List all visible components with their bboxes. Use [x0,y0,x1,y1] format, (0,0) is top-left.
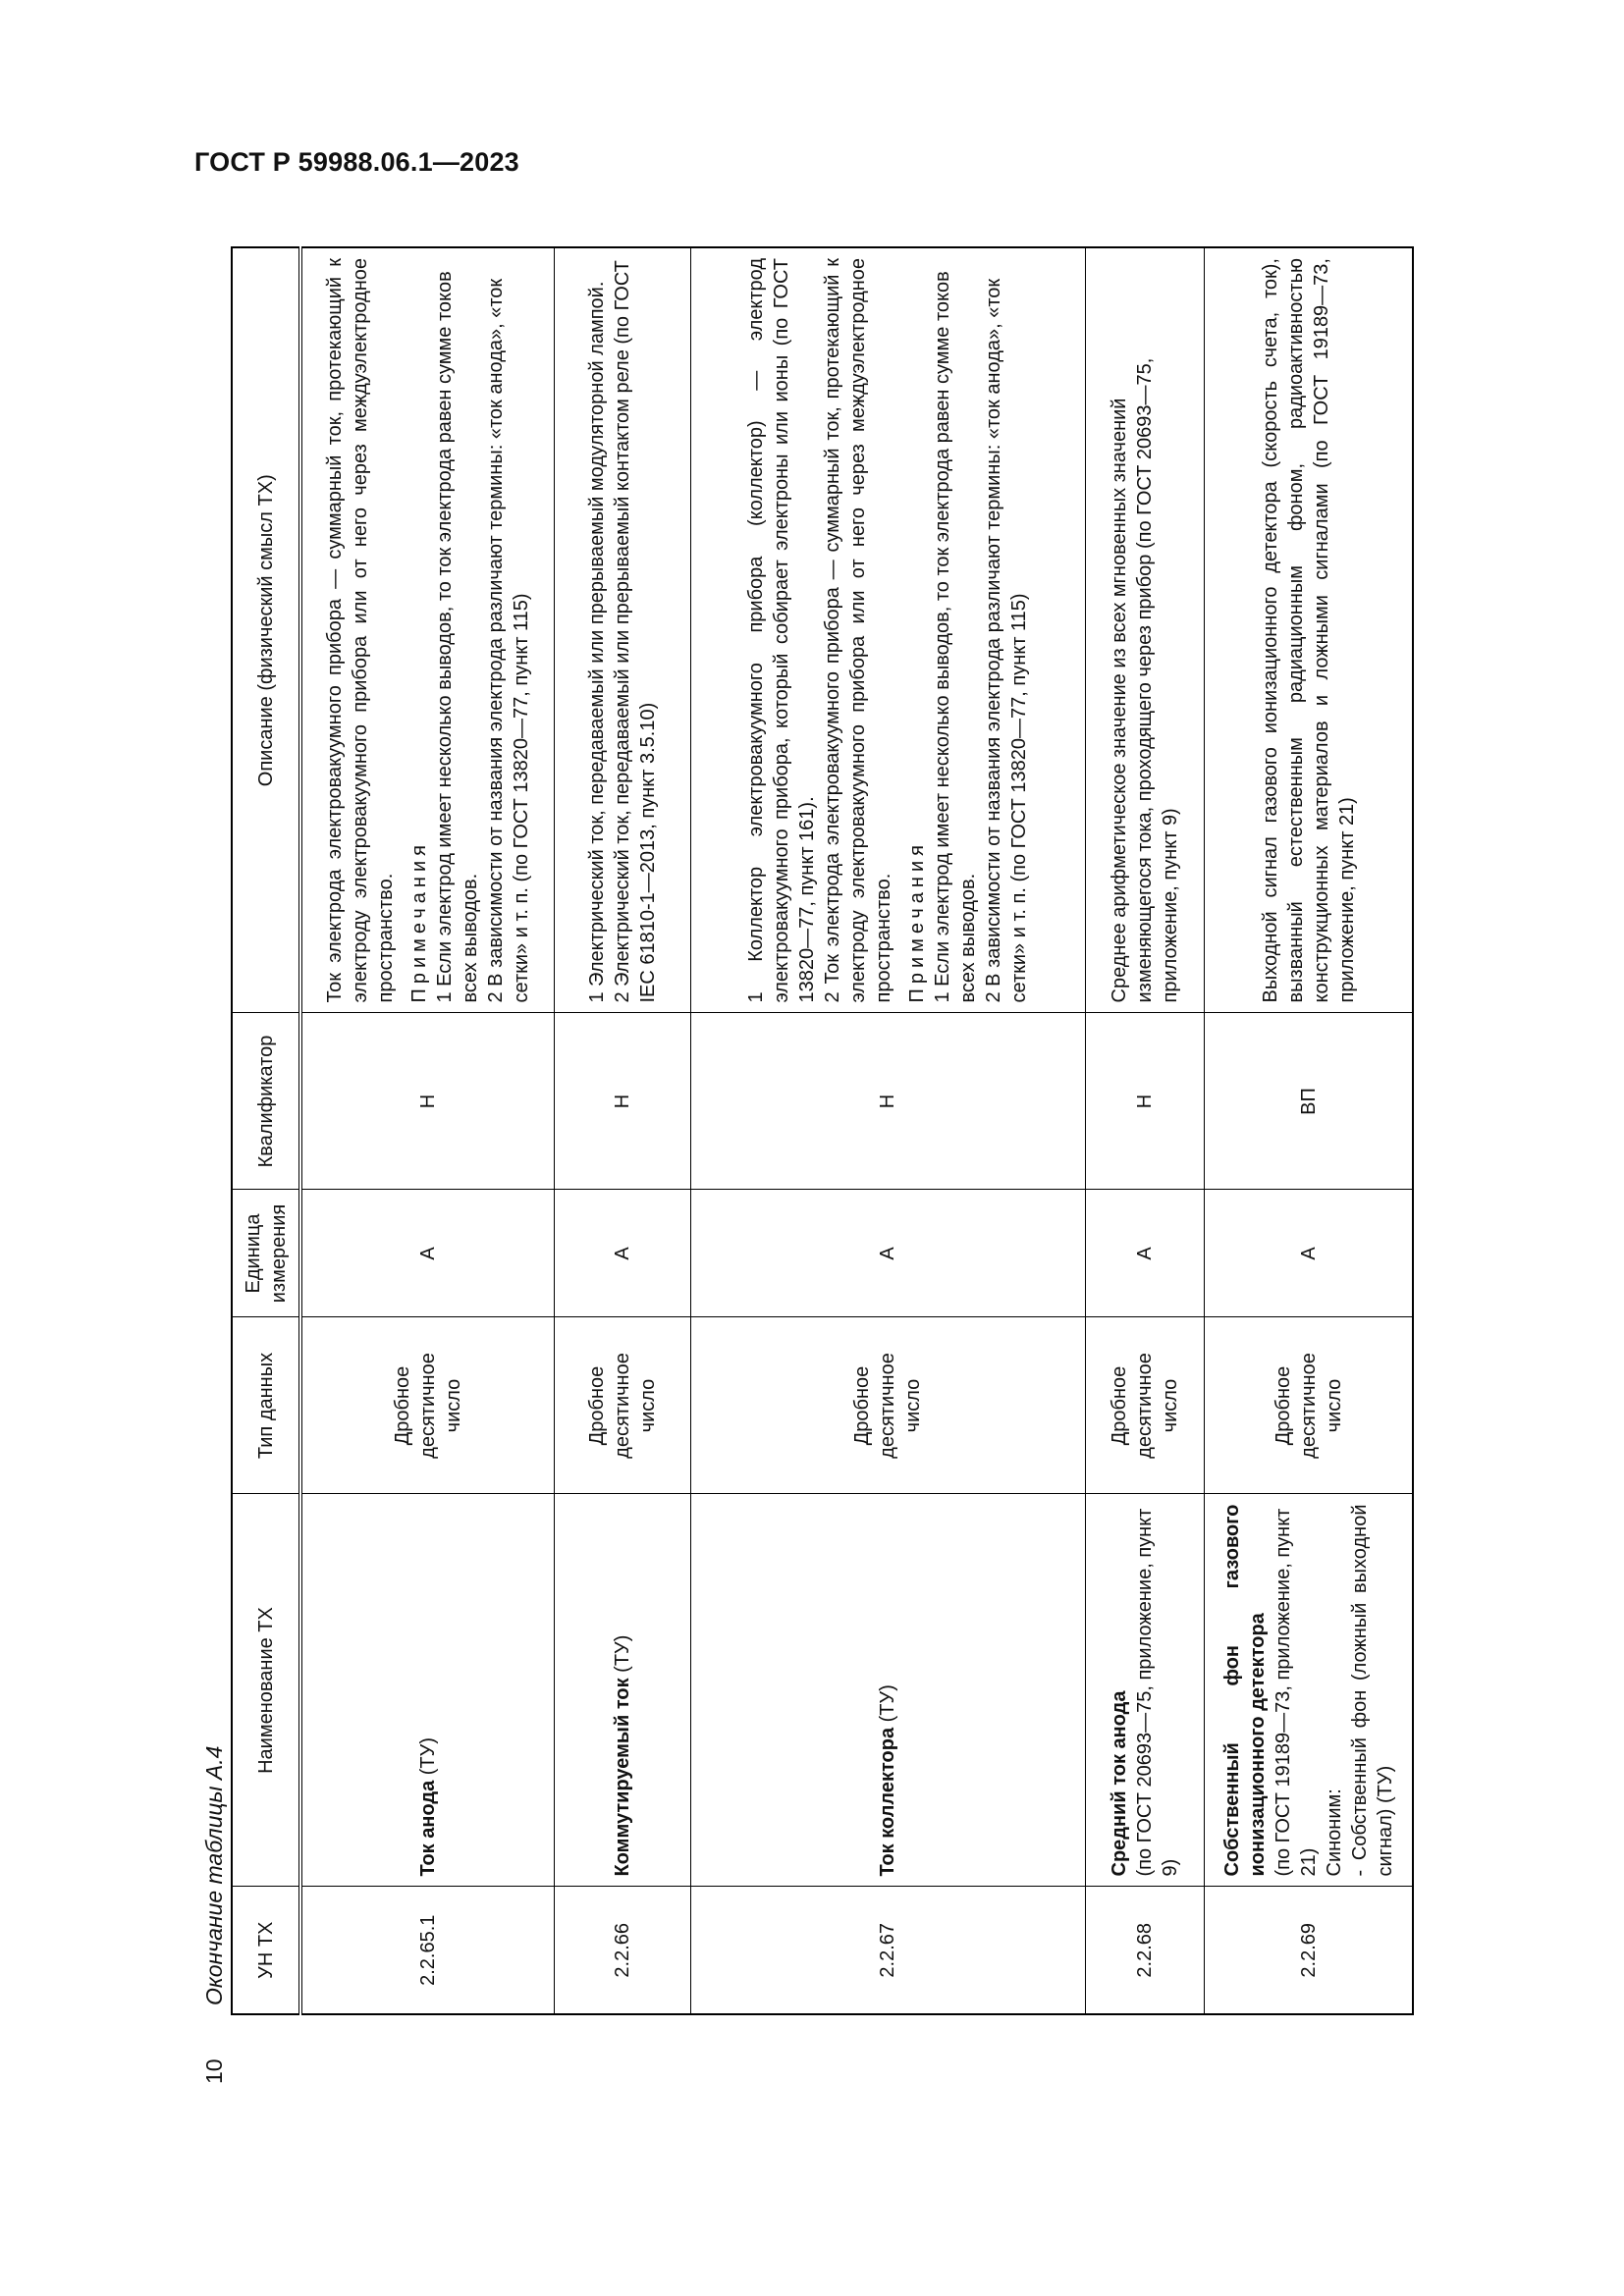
cell-name [554,1494,690,1887]
table-header-row [232,247,300,2014]
cell-type: Дробное десятичное число [1205,1317,1413,1494]
note-item: 1 Если электрод имеет несколько выводов, то ток электрода равен сумме токов всех выводов. [932,271,980,1003]
description-text: Ток электрода электровакуумного прибора — суммарный ток, протекающий к электроду электровакуумного прибора или от него через междуэлектродное пространство. [323,258,397,1003]
name-rest: (ТУ) [416,1736,439,1781]
table-row [554,247,690,2014]
col-header-description: Описание (физический смысл ТХ) [232,247,300,1013]
synonym-text: - Собственный фон (ложный выходной сигнал) (ТУ) [1348,1504,1396,1877]
cell-unit: А [300,1190,554,1317]
cell-description [1205,247,1413,1013]
table-row [1085,247,1205,2014]
name-rest: (ТУ) [611,1634,633,1679]
col-header-type: Тип данных [232,1317,300,1494]
description-line: 2 Электрический ток, передаваемый или прерываемый контактом реле (по ГОСТ IEC 61810-1—2013, пункт 3.5.10) [611,260,659,1003]
cell-code: 2.2.68 [1085,1887,1205,2014]
name-rest: (по ГОСТ 19189—73, приложение, пункт 21) [1272,1508,1320,1877]
notes-heading: Примечания [906,840,929,1003]
name-rest: (ТУ) [877,1684,899,1728]
cell-code: 2.2.69 [1205,1887,1413,2014]
cell-type: Дробное десятичное число [554,1317,690,1494]
cell-unit: А [1085,1190,1205,1317]
description-text: Среднее арифметическое значение из всех мгновенных значений изменяющегося тока, проходящего через прибор (по ГОСТ 20693—75, приложение, пункт 9) [1108,357,1181,1003]
cell-type: Дробное десятичное число [1085,1317,1205,1494]
description-line: 1 Электрический ток, передаваемый или прерываемый модуляторной лампой. [585,281,608,1003]
col-header-name: Наименование ТХ [232,1494,300,1887]
notes-heading: Примечания [407,840,430,1003]
cell-name [1205,1494,1413,1887]
col-header-code: УН ТХ [232,1887,300,2014]
cell-qualifier: Н [690,1013,1085,1190]
name-bold: Собственный фон газового ионизационного детектора [1220,1504,1269,1877]
cell-type: Дробное десятичное число [690,1317,1085,1494]
cell-qualifier: Н [1085,1013,1205,1190]
name-bold: Коммутируемый ток [611,1678,633,1877]
note-item: 2 В зависимости от названия электрода различают термины: «ток анода», «ток сетки» и т. п. (по ГОСТ 13820—77, пункт 115) [484,278,532,1003]
cell-description [554,247,690,1013]
cell-unit: А [554,1190,690,1317]
cell-type: Дробное десятичное число [300,1317,554,1494]
cell-unit: А [1205,1190,1413,1317]
name-bold: Средний ток анода [1108,1690,1130,1877]
page-number: 10 [201,2058,227,2084]
cell-unit: А [690,1190,1085,1317]
description-line: 1 Коллектор электровакуумного прибора (коллектор) — электрод электровакуумного прибора, который собирает электроны или ионы (по ГОСТ 13820—77, пункт 161). [745,258,819,1003]
table-row [1205,247,1413,2014]
cell-name [300,1494,554,1887]
name-rest: (по ГОСТ 20693—75, приложение, пункт 9) [1133,1508,1181,1877]
cell-name [690,1494,1085,1887]
cell-description [690,247,1085,1013]
cell-code: 2.2.65.1 [300,1887,554,2014]
cell-qualifier: Н [554,1013,690,1190]
description-line: 2 Ток электрода электровакуумного прибора — суммарный ток, протекающий к электроду электровакуумного прибора или от него через междуэлектродное пространство. [822,258,895,1003]
description-text: Выходной сигнал газового ионизационного детектора (скорость счета, ток), вызванный естественным радиационным фоном, радиоактивностью конструкционных материалов и ложными сигналами (по ГОСТ 19189—73, приложение, пункт 21) [1259,258,1358,1003]
name-bold: Ток коллектора [877,1727,899,1877]
table-row [300,247,554,2014]
document-code: ГОСТ Р 59988.06.1—2023 [194,147,519,177]
cell-qualifier: ВП [1205,1013,1413,1190]
cell-name [1085,1494,1205,1887]
col-header-unit: Единица измерения [232,1190,300,1317]
cell-code: 2.2.66 [554,1887,690,2014]
cell-description [1085,247,1205,1013]
name-bold: Ток анода [416,1780,439,1877]
synonym-label: Синоним: [1323,1789,1345,1877]
note-item: 2 В зависимости от названия электрода различают термины: «ток анода», «ток сетки» и т. п. (по ГОСТ 13820—77, пункт 115) [983,278,1031,1003]
rotated-table-block [191,239,1424,2084]
cell-code: 2.2.67 [690,1887,1085,2014]
table-caption: Окончание таблицы А.4 [201,1745,227,2005]
col-header-qualifier: Квалификатор [232,1013,300,1190]
note-item: 1 Если электрод имеет несколько выводов, то ток электрода равен сумме токов всех выводов. [433,271,481,1003]
cell-qualifier: Н [300,1013,554,1190]
table-row [690,247,1085,2014]
cell-description [300,247,554,1013]
characteristics-table [231,246,1414,2015]
